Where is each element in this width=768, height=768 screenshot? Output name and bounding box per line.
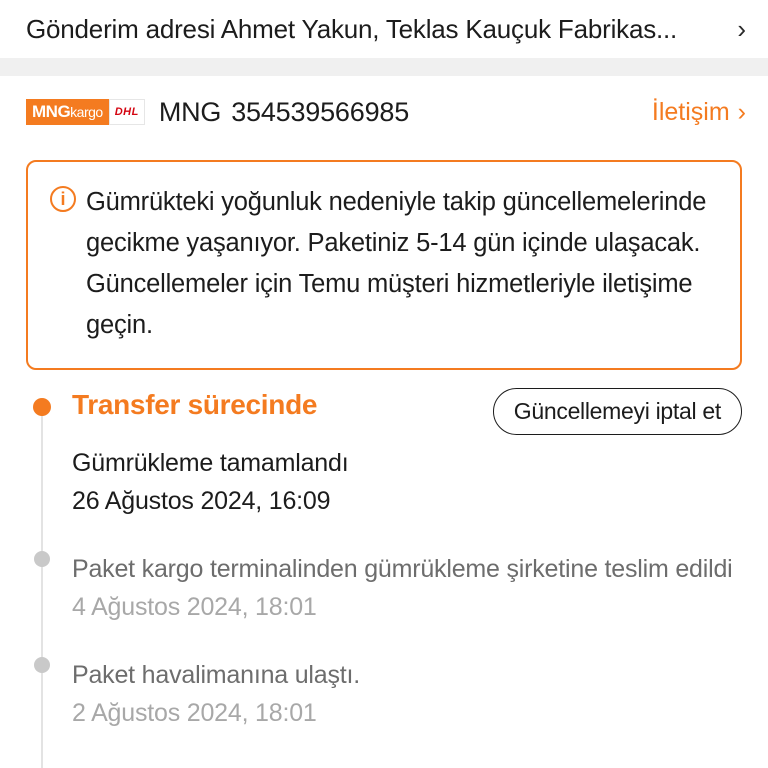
timeline-item-body: [58, 541, 742, 625]
timeline-dot-col: [26, 647, 58, 673]
chevron-right-icon: ›: [737, 97, 746, 126]
timeline-date: 2 Ağustos 2024, 18:01: [72, 699, 317, 727]
tracking-number[interactable]: 354539566985: [231, 96, 410, 127]
mng-kargo-logo: [26, 99, 109, 125]
shipping-address-row[interactable]: [0, 0, 768, 58]
mng-logo-bold-text: MNG: [32, 102, 71, 121]
timeline-dot-active: [33, 398, 51, 416]
timeline-detail: Paket havalimanına ulaştı.: [72, 661, 361, 689]
shipping-address-text: Gönderim adresi Ahmet Yakun, Teklas Kauçuk Fabrikas...: [26, 13, 678, 44]
contact-button[interactable]: [652, 98, 746, 127]
customs-delay-notice: [26, 160, 742, 370]
mng-logo-thin-text: kargo: [70, 104, 103, 120]
contact-label: İletişim: [651, 97, 730, 126]
carrier-logos: [26, 99, 145, 125]
timeline-dot: [34, 551, 50, 567]
timeline-detail: Paket kargo terminalinden gümrükleme şirketine teslim edildi: [72, 555, 733, 583]
timeline-dot: [34, 657, 50, 673]
chevron-right-icon: ›: [737, 14, 746, 44]
section-divider: [0, 58, 768, 76]
dhl-logo: DHL: [109, 99, 145, 125]
timeline-date: 4 Ağustos 2024, 18:01: [72, 593, 317, 621]
notice-text: Gümrükteki yoğunluk nedeniyle takip güncellemelerinde gecikme yaşanıyor. Paketiniz 5-14 gün içinde ulaşacak. Güncellemeler için Temu müşteri hizmetleriyle iletişime geçin.: [86, 188, 707, 339]
carrier-row: [0, 76, 768, 148]
timeline-detail: Gümrükleme tamamlandı: [72, 449, 349, 477]
info-icon: i: [50, 186, 76, 212]
timeline-item: [26, 647, 742, 731]
timeline-date: 26 Ağustos 2024, 16:09: [72, 487, 331, 515]
timeline-item-body: [58, 647, 742, 731]
tracking-timeline: [0, 388, 768, 731]
timeline-item-current: [26, 388, 742, 519]
timeline-item: [26, 541, 742, 625]
carrier-name: MNG: [158, 96, 222, 127]
timeline-dot-col: [26, 388, 58, 416]
timeline-item-header: [72, 388, 742, 435]
timeline-status-title: Transfer sürecinde: [72, 389, 318, 420]
cancel-update-button[interactable]: Güncellemeyi iptal et: [493, 388, 742, 435]
timeline-dot-col: [26, 541, 58, 567]
timeline-item-body: [58, 388, 742, 519]
